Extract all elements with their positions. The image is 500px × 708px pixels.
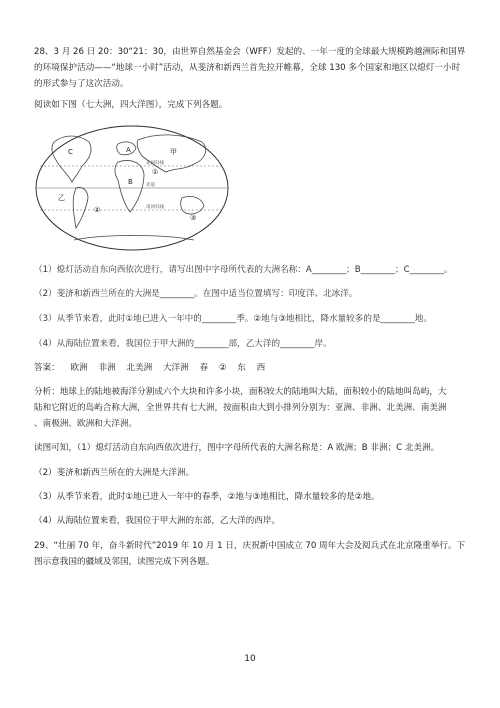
- answer-label: 答案：: [34, 363, 60, 373]
- map-label-circle-1: ①: [152, 168, 159, 176]
- q28-intro: 阅读如下图（七大洲，四大洋图），完成下列各题。: [34, 100, 228, 110]
- map-label-circle-3: ③: [190, 214, 197, 222]
- lat-label-2: 赤道: [146, 183, 155, 188]
- map-label-yi: 乙: [58, 194, 65, 202]
- explain-line-1: 读图可知，（1）熄灯活动自东向西依次进行，图中字母所代表的大洲名称是：A 欧洲；B 非洲；C 北美洲。: [34, 443, 440, 453]
- q28-question-3: （3）从季节来看，此时①地已进入一年中的________季。②地与③地相比，降水量较多的是________地。: [34, 314, 433, 324]
- q28-question-1: （1）熄灯活动自东向西依次进行，请写出图中字母所代表的大洲名称：A________；B________；C________。: [34, 265, 453, 275]
- answer-5: 春: [199, 363, 209, 373]
- map-label-a: A: [126, 146, 131, 154]
- world-map: [34, 124, 230, 252]
- answer-3: 北美洲: [126, 363, 153, 373]
- map-label-c: C: [68, 148, 73, 156]
- answer-8: 西: [256, 363, 266, 373]
- analysis-line-3: 、南极洲、欧洲和大洋洲。: [34, 419, 138, 429]
- answer-2: 非洲: [98, 363, 116, 373]
- answer-1: 欧洲: [70, 363, 88, 373]
- answer-4: 大洋洲: [162, 363, 189, 373]
- page-number: 10: [244, 654, 256, 664]
- map-label-b: B: [128, 178, 133, 186]
- lat-label-1: 北回归线: [146, 161, 164, 166]
- q28-line-2: 的环境保护活动——“地球一小时”活动，从斐济和新西兰首先拉开帷幕，全球 130 多个国家和地区以熄灯一小时: [34, 63, 461, 73]
- answer-row: [34, 362, 273, 374]
- map-label-jia: 甲: [170, 148, 177, 156]
- answer-6: ②: [218, 363, 227, 373]
- q28-line-3: 的形式参与了这次活动。: [34, 79, 129, 89]
- analysis-line-2: 陆和它附近的岛屿合称大洲，全世界共有七大洲，按面积由大到小排列分别为：亚洲、非洲、北美洲、南美洲: [34, 403, 447, 413]
- explain-line-3: （3）从季节来看，此时①地已进入一年中的春季，②地与③地相比，降水量较多的是②地。: [34, 492, 380, 502]
- q28-line-1: 28、3 月 26 日 20：30“21：30，由世界自然基金会（WFF）发起的、一年一度的全球最大规模跨越洲际和国界: [34, 47, 466, 57]
- explain-line-2: （2）斐济和新西兰所在的大洲是大洋洲。: [34, 468, 195, 478]
- q29-line-1: 29、“壮丽 70 年，奋斗新时代”2019 年 10 月 1 日，庆祝新中国成立 70 周年大会及阅兵式在北京隆重举行。下: [34, 541, 466, 551]
- answer-7: 东: [237, 363, 246, 373]
- q28-question-2: （2）斐济和新西兰所在的大洲是________。在图中适当位置填写：印度洋、北冰洋。: [34, 289, 358, 299]
- map-label-circle-2: ②: [94, 206, 101, 214]
- lat-label-3: 南回归线: [146, 205, 164, 210]
- analysis-line-1: 分析：地球上的陆地被海洋分割成六个大块和许多小块，面积较大的陆地叫大陆，面积较小的陆地叫岛屿，大: [34, 387, 447, 397]
- q29-line-2: 图示意我国的疆域及邻国，读图完成下列各题。: [34, 557, 215, 567]
- explain-line-4: （4）从海陆位置来看，我国位于甲大洲的东部，乙大洋的西岸。: [34, 516, 281, 526]
- q28-question-4: （4）从海陆位置来看，我国位于甲大洲的________部，乙大洋的________岸。: [34, 339, 332, 349]
